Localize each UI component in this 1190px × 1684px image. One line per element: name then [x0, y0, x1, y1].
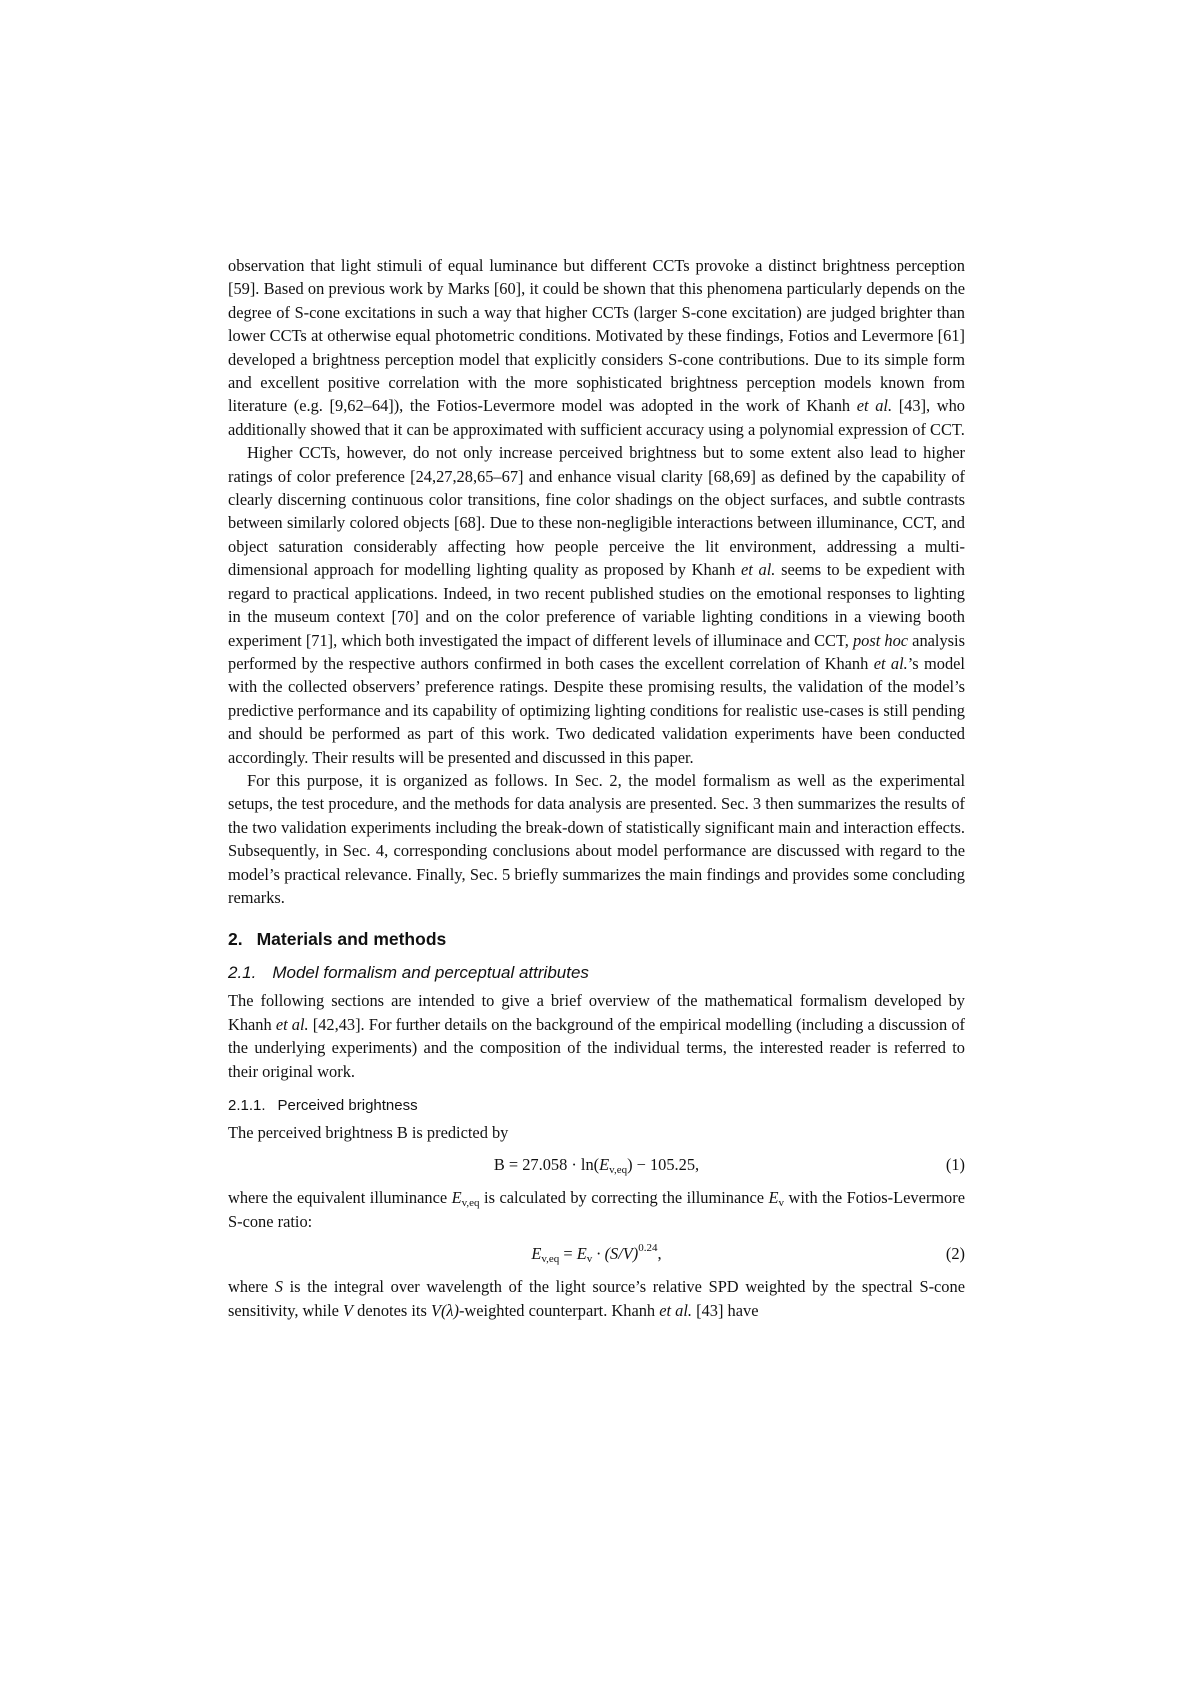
equation-1-body: $B = 27.058 \cdot \ln(E_{v,eq}) - 105.25$,	[493, 1155, 700, 1177]
intro-paragraph-3: For this purpose, it is organized as follows. In Sec. 2, the model formalism as well as the experimental setups, the test procedure, and the methods for data analysis are presented. Sec. 3 then summarizes the results of the two validation experiments including the break-down of statistically significant main and interaction effects. Subsequently, in Sec. 4, corresponding conclusions about model performance are discussed with regard to the model’s practical relevance. Finally, Sec. 5 briefly summarizes the main findings and provides some concluding remarks.	[228, 770, 965, 907]
equation-2-body: $E_{v,eq} = E_v \cdot (S/V)^{0.24}$,	[531, 1242, 662, 1266]
section-heading: 2. Materials and methods	[228, 929, 447, 950]
brightness-intro: The perceived brightness B is predicted by	[228, 1123, 509, 1142]
equation-2-number: (2)	[945, 1244, 965, 1264]
equation-2	[228, 1237, 965, 1271]
paper-page	[228, 254, 965, 1322]
intro-paragraph-2: Higher CCTs, however, do not only increase perceived brightness but to some extent also lead to higher ratings of color preference [24,27,28,65–67] and enhance visual clarity [68,69] as defined by the capability of clearly discerning continuous color transitions, fine color shadings on the object surfaces, and subtle contrasts between similarly colored objects [68]. Due to these non-negligible interactions between illuminance, CCT, and object saturation considerably affecting how people perceive the lit environment, addressing a multi-dimensional approach for modelling lighting quality as proposed by Khanh et al. seems to be expedient with regard to practical applications. Indeed, in two recent published studies on the emotional responses to lighting in the museum context [70] and on the color preference of variable lighting conditions in a viewing booth experiment [71], which both investigated the impact of different levels of illuminace and CCT, post hoc analysis performed by the respective authors confirmed in both cases the excellent correlation of Khanh et al.’s model with the collected observers’ preference ratings. Despite these promising results, the validation of the model’s predictive performance and its capability of optimizing lighting conditions for realistic use-cases is still pending and should be performed as part of this work. Two dedicated validation experiments have been conducted accordingly. Their results will be presented and discussed in this paper.	[228, 443, 965, 767]
subsection-paragraph: The following sections are intended to give a brief overview of the mathematical formalism developed by Khanh et al. [42,43]. For further details on the background of the empirical modelling (including a discussion of the underlying experiments) and the composition of the individual terms, the interested reader is referred to their original work.	[228, 991, 965, 1081]
intro-paragraph-1: observation that light stimuli of equal luminance but different CCTs provoke a distinct brightness perception [59]. Based on previous work by Marks [60], it could be shown that this phenomena particularly depends on the degree of S-cone excitations in such a way that higher CCTs (larger S-cone excitation) are judged brighter than lower CCTs at otherwise equal photometric conditions. Motivated by these findings, Fotios and Levermore [61] developed a brightness perception model that explicitly considers S-cone contributions. Due to its simple form and excellent positive correlation with the more sophisticated brightness perception models known from literature (e.g. [9,62–64]), the Fotios-Levermore model was adopted in the work of Khanh et al. [43], who additionally showed that it can be approximated with sufficient accuracy using a polynomial expression of CCT.	[228, 256, 965, 439]
s-cone-paragraph: where S is the integral over wavelength of the light source’s relative SPD weighted by the spectral S-cone sensitivity, while V denotes its V(λ)-weighted counterpart. Khanh et al. [43] have	[228, 1277, 965, 1320]
subsubsection-heading: 2.1.1. Perceived brightness	[228, 1097, 418, 1114]
equation-1	[228, 1148, 965, 1182]
subsection-heading: 2.1. Model formalism and perceptual attributes	[228, 963, 589, 983]
equivalent-illuminance-paragraph: where the equivalent illuminance $E_{v,eq}$ is calculated by correcting the illuminance $E_v$ with the Fotios-Levermore S-cone ratio:	[228, 1188, 965, 1231]
equation-1-number: (1)	[945, 1155, 965, 1175]
